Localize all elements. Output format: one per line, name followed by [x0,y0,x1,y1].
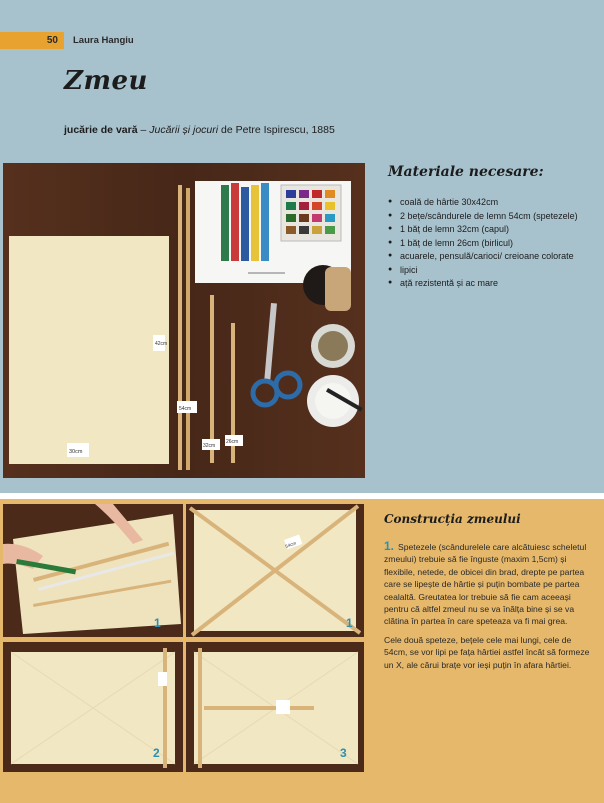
list-item: ● coală de hârtie 30x42cm [388,196,598,209]
stick-long-2 [186,188,190,470]
step-number: 1. [384,539,395,553]
materials-heading: Materiale necesare: [388,164,544,180]
step-stick-tag: 54cm [284,540,297,549]
paper-height-tag: 42cm [155,341,168,347]
construction-paragraph-1: 1. Spetezele (scândurelele care alcătuiesc scheletul zmeului) trebuie să fie înguste (maxim 1,5cm) și flexibile, netede, de obicei din brad, drepte pe partea care se lipește de hârtie și puțin bombate pe partea cealaltă. Greutatea lor trebuie să fie cam aceeași pentru că altfel zmeul nu se va înălța bine și se va clătina în partea în care speteaza va fi mai grea. [384,539,587,627]
list-item: ● 1 băț de lemn 32cm (capul) [388,223,598,236]
construction-section [384,512,596,677]
stick-long-1 [178,185,182,470]
materials-list [388,196,598,290]
stick-short-1 [210,295,214,463]
page-number-badge: 50 [0,32,64,49]
paper-sheet [9,236,169,464]
list-item: ● lipici [388,264,598,277]
step-photo-3-illustration [186,642,364,772]
stick-short1-tag: 32cm [203,443,216,449]
stick-short2-tag: 26cm [226,439,239,445]
step-photo-1b [186,504,364,637]
materials-section [388,164,598,291]
step-photo-2 [3,642,183,772]
step-photo-number: 1 [154,616,161,630]
list-item: ● ață rezistentă și ac mare [388,277,598,290]
materials-photo-illustration [3,163,365,478]
materials-photo [3,163,365,478]
step-photo-1a [3,504,183,637]
stick-long-tag: 54cm [179,406,192,412]
page-subtitle: jucărie de vară – Jucării și jocuri de Petre Ispirescu, 1885 [64,124,335,136]
list-item: ● acuarele, pensulă/carioci/ creioane colorate [388,250,598,263]
step-photo-3 [186,642,364,772]
author-name: Laura Hangiu [73,35,134,46]
list-item: ● 2 bețe/scândurele de lemn 54cm (spetezele) [388,210,598,223]
step-photo-number: 3 [340,746,347,760]
construction-paragraph-2: Cele două speteze, bețele cele mai lungi, cele de 54cm, se vor lipi pe fața hârtiei astfel încât să formeze un X, ale cărui brațe vor ieși puțin în afara hârtiei. [384,634,590,670]
construction-heading: Construcția zmeului [384,512,521,526]
step-photo-number: 1 [346,616,353,630]
step-photo-1b-illustration [186,504,364,637]
list-item: ● 1 băț de lemn 26cm (birlicul) [388,237,598,250]
step-photo-number: 2 [153,746,160,760]
page-title: Zmeu [64,66,148,96]
paper-width-tag: 30cm [69,449,83,455]
